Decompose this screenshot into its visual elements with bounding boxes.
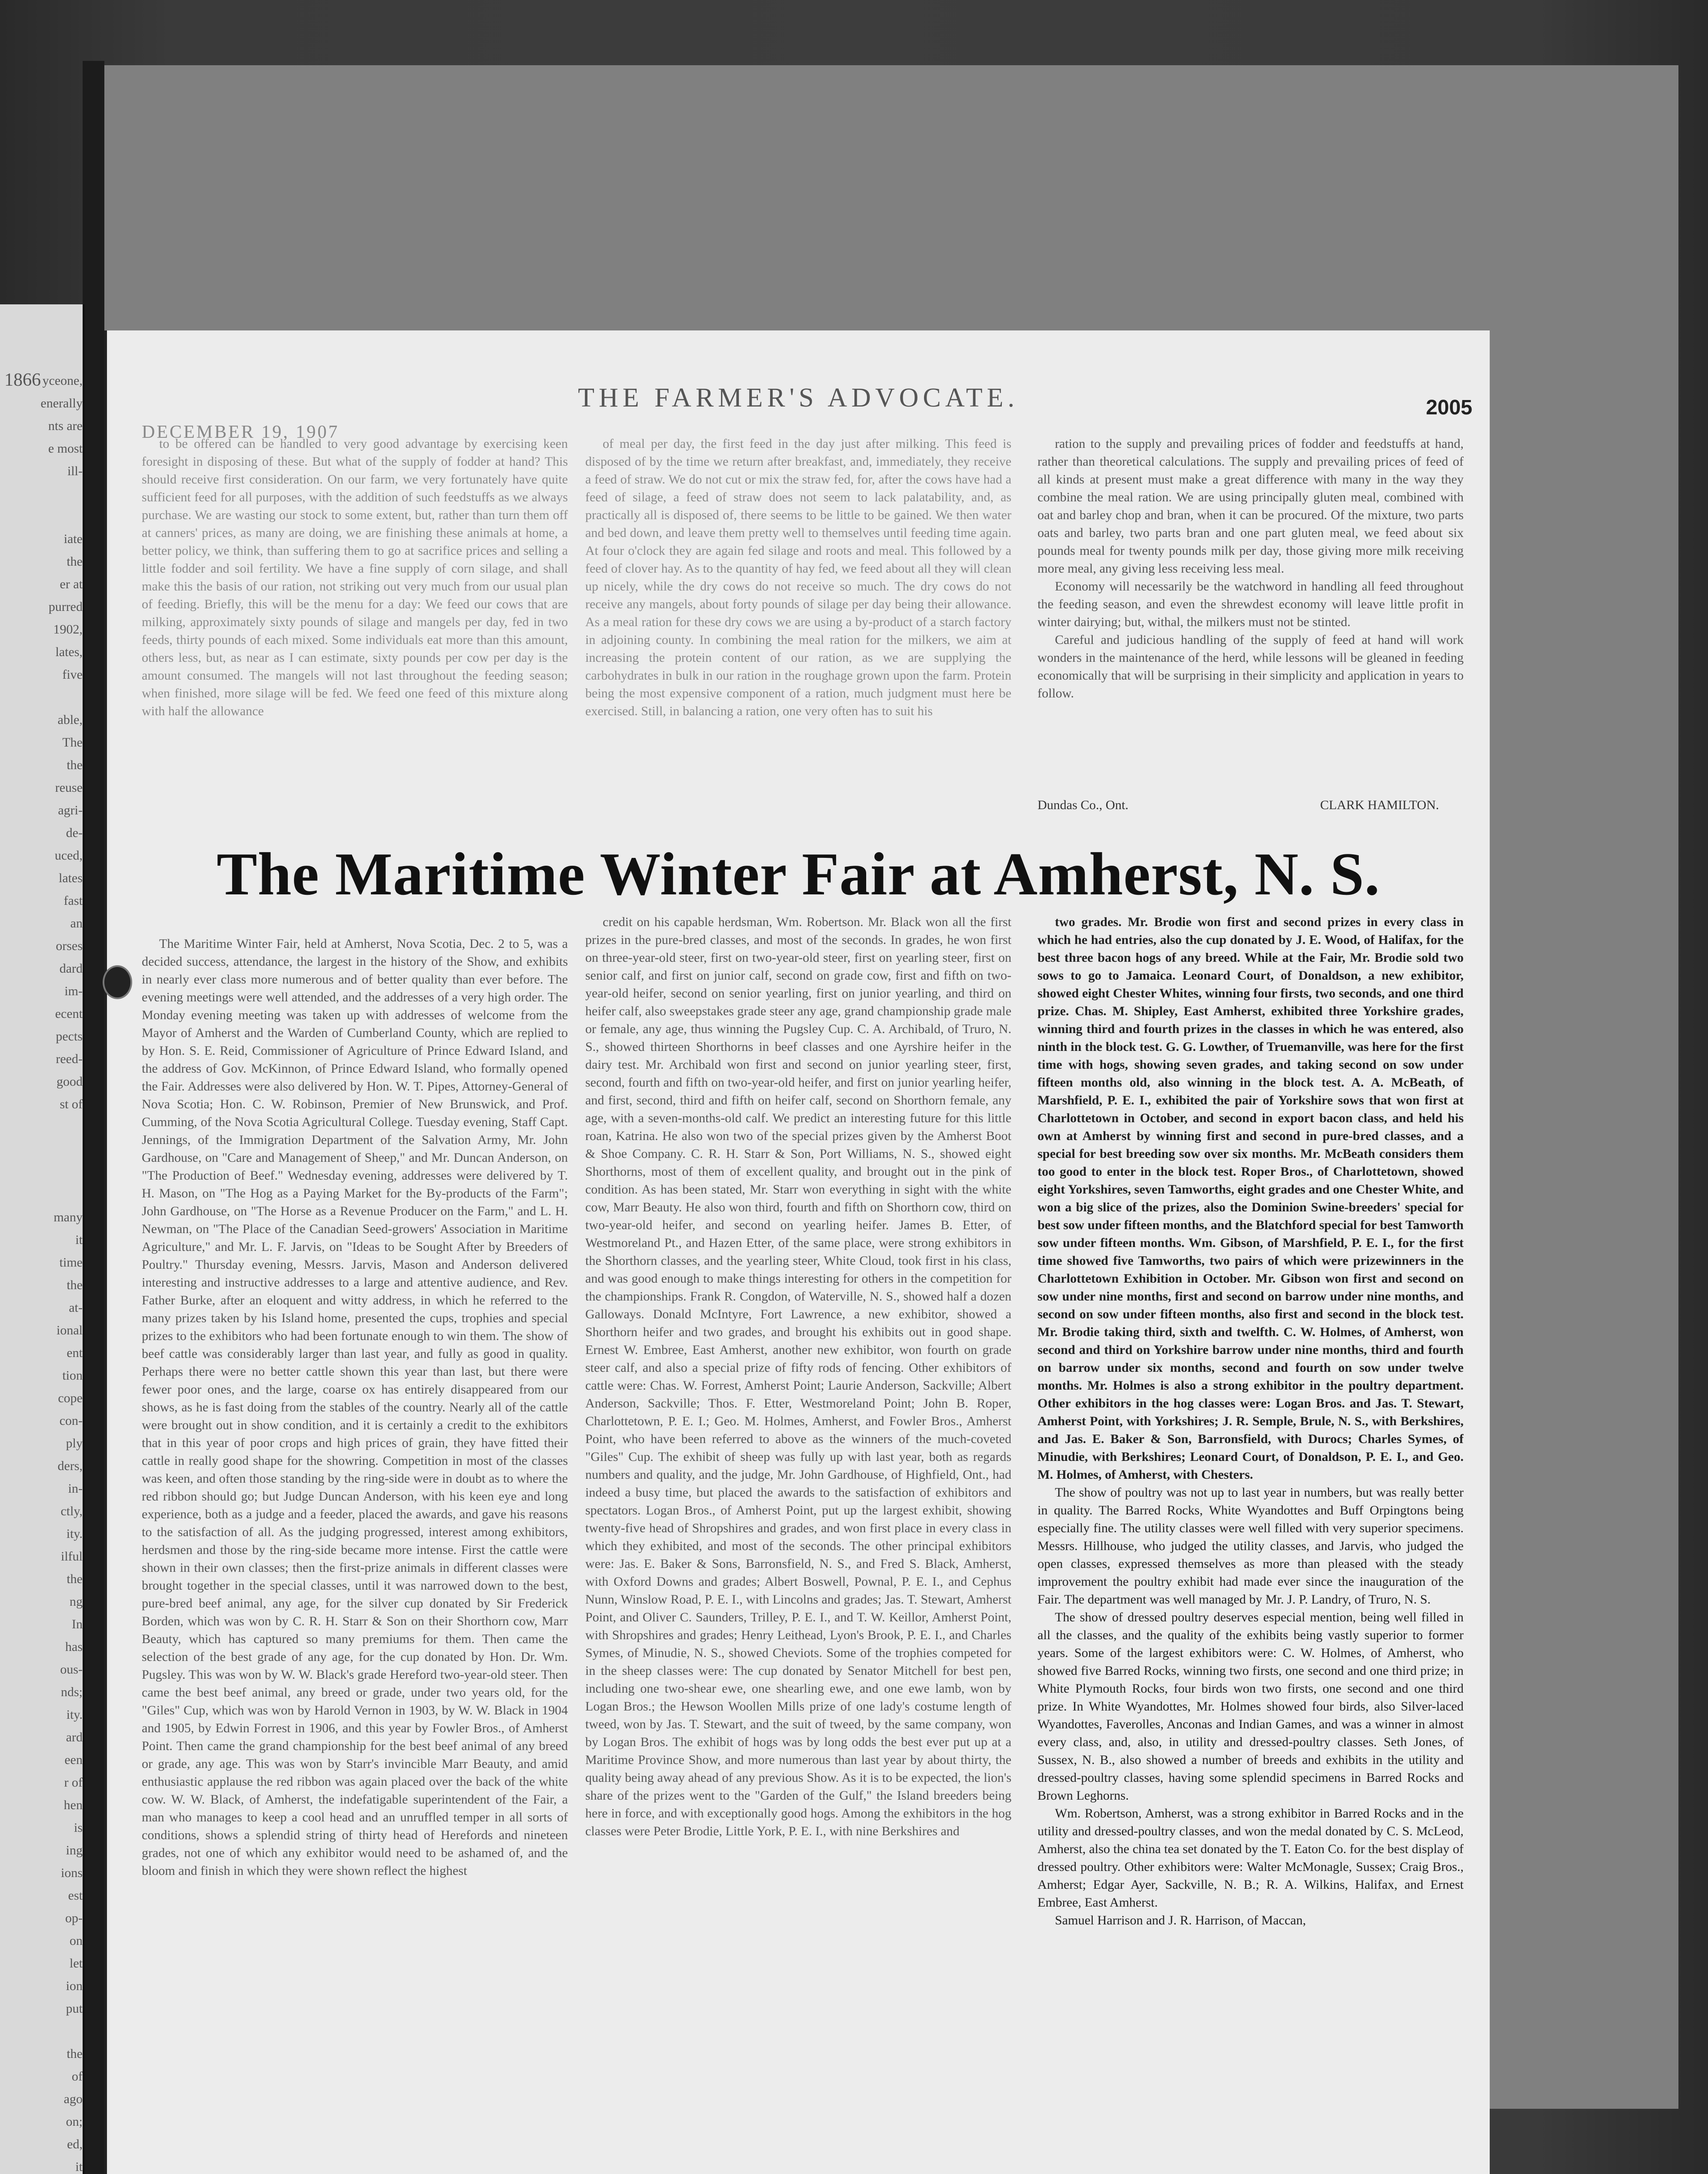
fringe-line: good xyxy=(57,1074,83,1089)
issue-date: DECEMBER 19, 1907 xyxy=(142,422,340,442)
fringe-line: uced, xyxy=(54,848,83,863)
page-number: 2005 xyxy=(1426,396,1472,419)
left-page-number: 1866 xyxy=(4,370,41,390)
fringe-line: the xyxy=(67,758,83,772)
fringe-line xyxy=(9,686,83,709)
fringe-line: let xyxy=(70,1956,83,1971)
left-page-fringe xyxy=(9,304,83,2174)
fringe-line xyxy=(9,2020,83,2043)
article-column-2 xyxy=(585,913,1011,2174)
fringe-line: ent xyxy=(67,1346,83,1360)
fringe-line: many xyxy=(53,1210,83,1224)
fringe-line: pects xyxy=(56,1029,83,1044)
fringe-line: on xyxy=(70,1934,83,1948)
fringe-line: ing xyxy=(66,1843,83,1857)
fringe-line: im- xyxy=(64,984,83,998)
fringe-line: nds; xyxy=(60,1685,83,1699)
paragraph: The Maritime Winter Fair, held at Amherst, Nova Scotia, Dec. 2 to 5, was a decided success, attendance, the largest in the history of the Show, and exhibits in nearly ever class more numerous and of better quality than ever before. The evening meetings were well attended, and the addresses of a very high order. The Monday evening meeting was taken up with addresses of welcome from the Mayor of Amherst and the Warden of Cumberland County, which are replied to by Hon. S. E. Reid, Commissioner of Agriculture of Prince Edward Island, and the address of Gov. McKinnon, of Prince Edward Island, who formally opened the Fair. Addresses were also delivered by Hon. W. T. Pipes, Attorney-General of Nova Scotia; Hon. C. W. Robinson, Premier of New Brunswick, and Prof. Cumming, of the Nova Scotia Agricultural College. Tuesday evening, Staff Capt. Jennings, of the Immigration Department of the Salvation Army, Mr. John Gardhouse, on "Care and Management of Sheep," and Mr. Duncan Anderson, on "The Production of Beef." Wednesday evening, addresses were delivered by T. H. Mason, on "The Hog as a Paying Market for the By-products of the Farm"; John Gardhouse, on "The Horse as a Revenue Producer on the Farm," and L. H. Newman, on "The Place of the Canadian Seed-growers' Association in Maritime Agriculture," and Mr. L. F. Jarvis, on "Ideas to be Sought After by Breeders of Poultry." Thursday evening, Messrs. Jarvis, Mason and Anderson delivered interesting and instructive addresses to a large and attentive audience, and Rev. Father Burke, after an eloquent and witty address, in which he referred to the many prizes taken by his Island home, presented the cups, trophies and special prizes to the exhibitors who had been fortunate enough to win them. The show of beef cattle was considerably larger than last year, and fully as good in quality. Perhaps there were no better cattle shown this year than last, but there were fewer poor ones, and the large, coarse ox has entirely disappeared from our shows, as he is fast doing from the stables of the country. Nearly all of the cattle were brought out in show condition, and it is certainly a credit to the exhibitors that in this year of poor crops and high prices of grain, they have fitted their cattle in really good shape for the showring. Competition in most of the classes was keen, and often those standing by the ring-side were in doubt as to where the red ribbon should go; but Judge Duncan Anderson, with his keen eye and long experience, both as a judge and a feeder, placed the awards, and gave his reasons to the satisfaction of all. As the judging progressed, interest among exhibitors, herdsmen and those by the ring-side became more intense. First the cattle were shown in their own classes; then the first-prize animals in different classes were brought together in the special classes, until it was narrowed down to the best, pure-bred beef animal, any age, for the silver cup donated by Sir Frederick Borden, which was won by C. R. H. Starr & Son on their Shorthorn cow, Marr Beauty, which has captured so many premiums for them. Then came the selection of the best grade of any age, for the cup donated by Hon. Dr. Wm. Pugsley. This was won by W. W. Black's grade Hereford two-year-old steer. Then came the best beef animal, any breed or grade, under two years old, for the "Giles" Cup, which was won by Harold Vernon in 1903, by W. W. Black in 1904 and 1905, by Edwin Forrest in 1906, and this year by Fowler Bros., of Amherst Point. Then came the grand championship for the best beef animal of any breed or grade, any age. This was won by Starr's invincible Marr Beauty, and amid enthusiastic applause the red ribbon was again placed over the back of the white cow. W. W. Black, of Amherst, the indefatigable superintendent of the Fair, a man who manages to keep a cool head and an unruffled temper in all sorts of conditions, shows a splendid string of thirty head of Herefords and nineteen grades, not one of which any exhibitor would need to be ashamed of, and the bloom and finish in which they were shown reflect the highest xyxy=(142,937,568,1878)
paragraph: ration to the supply and prevailing prices of fodder and feedstuffs at hand, rather than theoretical calculations. The supply and prevailing prices of feed of all kinds at present must make a great difference with many in the way they combine the meal ration. We are using principally gluten meal, combined with oat and barley chop and bran, when it can be procured. Of the mixture, two parts oats and barley, two parts bran and one part gluten meal, we feed about six pounds meal for twenty pounds milk per day, those giving more milk receiving more meal, any giving less receiving less meal. xyxy=(1037,437,1464,576)
paragraph: to be offered can be handled to very good advantage by exercising keen foresight in disposing of these. But what of the supply of fodder at hand? This should receive first consideration. On our farm, we very fortunately have quite sufficient feed for all purposes, with the addition of such feedstuffs as we always purchase. We are wasting our stock to some extent, but, rather than turn them off at canners' prices, as many are doing, we are finishing these animals at home, a better policy, we think, than suffering them to go at sacrifice prices and selling a little fodder and soil fertility. We have a fine supply of corn silage, and shall make this the basis of our ration, not striking out very much from our usual plan of feeding. Briefly, this will be the menu for a day: We feed our cows that are milking, approximately sixty pounds of silage and mangels per day, fed in two feeds, thirty pounds of each mixed. Some individuals eat more than this amount, others less, but, as near as I can estimate, sixty pounds per cow per day is the amount consumed. The mangels will not last throughout the feeding season; when finished, more silage will be fed. We feed one feed of this mixture along with half the allowance xyxy=(142,437,568,718)
fringe-line: The xyxy=(62,735,83,750)
fringe-line: hen xyxy=(63,1798,83,1812)
fringe-line xyxy=(9,1116,83,1138)
fringe-line: an xyxy=(70,916,83,930)
fringe-line: ions xyxy=(60,1866,83,1880)
fringe-line: is xyxy=(73,1821,83,1835)
fringe-line: it xyxy=(75,1233,83,1247)
fringe-line: op- xyxy=(65,1911,83,1925)
paragraph: credit on his capable herdsman, Wm. Robertson. Mr. Black won all the first prizes in the pure-bred classes, and most of the seconds. In grades, he won first on three-year-old steer, first on two-year-old steer, first on yearling steer, first on senior calf, and first on junior calf, second on grade cow, first and fifth on two-year-old heifer, second on senior yearling, first on junior yearling, and third on heifer calf, also sweepstakes grade steer any age, grand championship grade male or female, any age, thus winning the Pugsley Cup. C. A. Archibald, of Truro, N. S., showed thirteen Shorthorns in beef classes and one Ayrshire heifer in the dairy test. Mr. Archibald won first and second on junior yearling steer, first, second, fourth and fifth on two-year-old heifer, and first on junior yearling heifer, and first, second, third and fifth on heifer calf, second on Shorthorn female, any age, with a seven-months-old calf. We predict an interesting future for this little roan, Katrina. He also won two of the special prizes given by the Amherst Boot & Shoe Company. C. R. H. Starr & Son, Port Williams, N. S., showed eight Shorthorns, most of them of excellent quality, and brought out in the pink of condition. As has been stated, Mr. Starr won everything in sight with the white cow, Marr Beauty. He also won third, fourth and fifth on Shorthorn cow, third on two-year-old heifer, and second on yearling heifer. James B. Etter, of Westmoreland Pt., and Hazen Etter, of the same place, were strong exhibitors in the Shorthorn classes, and the yearling steer, White Cloud, took first in his class, and was good enough to make things interesting for others in the competition for the championships. Frank R. Congdon, of Waterville, N. S., showed half a dozen Galloways. Donald McIntyre, Fort Lawrence, a new exhibitor, showed a Shorthorn heifer and two grades, and brought his exhibits out in good shape. Ernest W. Embree, East Amherst, another new exhibitor, won fourth on grade steer calf, and also a special prize of fifty rods of fencing. Other exhibitors of cattle were: Chas. W. Forrest, Amherst Point; Laurie Anderson, Sackville; Albert Anderson, Sackville; Thos. F. Etter, Westmoreland Point; John B. Roper, Charlottetown, P. E. I.; Geo. M. Holmes, Amherst, and Fowler Bros., Amherst Point, who have been referred to above as the winners of the much-coveted "Giles" Cup. The exhibit of sheep was fully up with last year, both as regards numbers and quality, and the judge, Mr. John Gardhouse, of Highfield, Ont., had indeed a busy time, but placed the awards to the satisfaction of exhibitors and spectators. Logan Bros., of Amherst Point, put up the largest exhibit, showing twenty-five head of Shropshires and grades, and won first place in every class in which they exhibited, and most of the seconds. The other principal exhibitors were: Jas. E. Baker & Sons, Barronsfield, N. S., and Fred S. Black, Amherst, with Oxford Downs and grades; Albert Boswell, Pownal, P. E. I., and Cephus Nunn, Winslow Road, P. E. I., with Lincolns and grades; Jas. T. Stewart, Amherst Point, and Oliver C. Saunders, Trilley, P. E. I., and T. W. Keillor, Amherst Point, with Shropshires and grades; Henry Leithead, Lyon's Brook, P. E. I., and Charles Symes, of Minudie, N. S., showed Cheviots. Some of the trophies competed for in the sheep classes were: The cup donated by Senator Mitchell for best pen, including one two-shear ewe, one shearling ewe, and one ewe lamb, won by Logan Bros.; the Hewson Woollen Mills prize of one lady's costume length of tweed, won by Jas. T. Stewart, and the suit of tweed, by the same company, won by Logan Bros. The exhibit of hogs was by long odds the best ever put up at a Maritime Province Show, and more numerous than last year by about thirty, the quality being away ahead of any previous Show. As it is to be expected, the lion's share of the prizes went to the "Garden of the Gulf," the Island breeders being here in force, and with exceptionally good hogs. Among the exhibitors in the hog classes were Peter Brodie, Little York, P. E. I., with nine Berkshires and xyxy=(585,915,1011,1838)
masthead-title: THE FARMER'S ADVOCATE. xyxy=(578,383,1019,413)
fringe-line: ard xyxy=(66,1730,83,1744)
fringe-line: ity. xyxy=(66,1527,83,1541)
fringe-line: een xyxy=(64,1753,83,1767)
fringe-line: st of xyxy=(60,1097,83,1111)
paragraph: Samuel Harrison and J. R. Harrison, of Maccan, xyxy=(1055,1913,1306,1927)
fringe-line: reuse xyxy=(55,780,83,795)
fringe-line: able, xyxy=(57,713,83,727)
fringe-line xyxy=(9,483,83,505)
article-column-1 xyxy=(142,935,568,2174)
fringe-line: ng xyxy=(70,1594,83,1609)
fringe-line: ed, xyxy=(67,2137,83,2151)
fringe-line: ders, xyxy=(57,1459,83,1473)
fringe-line: lates xyxy=(59,871,83,885)
article-headline: The Maritime Winter Fair at Amherst, N. S. xyxy=(217,840,1380,908)
fringe-line: reed- xyxy=(56,1052,83,1066)
fringe-line: put xyxy=(66,2001,83,2016)
fringe-line: the xyxy=(67,554,83,569)
fringe-line: purred xyxy=(48,600,83,614)
paragraph: Wm. Robertson, Amherst, was a strong exhibitor in Barred Rocks and in the utility and dressed-poultry classes, and won the medal donated by C. S. McLeod, Amherst, also the china tea set donated by the T. Eaton Co. for the best display of dressed poultry. Other exhibitors were: Walter McMonagle, Sussex; Craig Bros., Amherst; Edgar Ayer, Sackville, N. B.; R. A. Wilkins, Halifax, and Ernest Embree, East Amherst. xyxy=(1037,1806,1464,1910)
fringe-line: nts are xyxy=(48,419,83,433)
binding-hole xyxy=(103,965,132,999)
fringe-line: of xyxy=(72,2069,83,2084)
signoff-place: Dundas Co., Ont. xyxy=(1037,798,1129,812)
top-column-2 xyxy=(585,435,1011,826)
fringe-line: orses xyxy=(56,939,83,953)
fringe-line: ctly, xyxy=(60,1504,83,1518)
fringe-line: e most xyxy=(48,441,83,456)
fringe-line xyxy=(9,505,83,528)
article-column-3 xyxy=(1037,913,1464,2174)
fringe-line: r of xyxy=(64,1775,83,1790)
fringe-line: ion xyxy=(66,1979,83,1993)
fringe-line: ply xyxy=(66,1436,83,1450)
page-gutter xyxy=(83,61,104,2174)
top-column-1 xyxy=(142,435,568,826)
fringe-line: ous- xyxy=(60,1662,83,1677)
fringe-line: dard xyxy=(59,961,83,976)
fringe-line: ecent xyxy=(55,1007,83,1021)
fringe-line: agri- xyxy=(58,803,83,817)
fringe-line: fast xyxy=(63,894,83,908)
fringe-line: the xyxy=(67,2047,83,2061)
fringe-line: ity. xyxy=(66,1707,83,1722)
fringe-line: the xyxy=(67,1572,83,1586)
fringe-line: 1902, xyxy=(53,622,83,637)
paragraph: The show of poultry was not up to last year in numbers, but was really better in quality. The Barred Rocks, White Wyandottes and Buff Orpingtons being especially fine. The utility classes were well filled with very superior specimens. Messrs. Hillhouse, who judged the utility classes, and Jarvis, who judged the open classes, expressed themselves as more than pleased with the steady improvement the poultry exhibit had made ever since the inauguration of the Fair. The department was well managed by Mr. J. P. Landry, of Truro, N. S. xyxy=(1037,1485,1464,1607)
fringe-line: on; xyxy=(66,2114,83,2129)
paragraph: of meal per day, the first feed in the day just after milking. This feed is disposed of by the time we return after breakfast, and, immediately, they receive a feed of straw. We do not cut or mix the straw fed, for, after the cows have had a feed of silage, a feed of straw does not seem to lack palatability, and, as practically all is disposed of, there seems to be little to be gained. We then water and bed down, and leave them pretty well to themselves until feeding time again. At four o'clock they are again fed silage and roots and meal. This followed by a feed of clover hay. As to the quantity of hay fed, we feed about all they will clean up nicely, while the dry cows do not receive so much. The dry cows do not receive any mangels, about forty pounds of silage per day being their allowance. As a meal ration for these dry cows we are using a by-product of a starch factory in adjoining county. In combining the meal ration for the milkers, we aim at increasing the protein content of our ration, as we are supplying the carbohydrates in bulk in our ration in the roughage grown upon the farm. Protein being the most expensive component of a ration, much judgment must here be exercised. Still, in balancing a ration, one very often has to suit his xyxy=(585,437,1011,718)
fringe-line: the xyxy=(67,1278,83,1292)
fringe-line: con- xyxy=(59,1414,83,1428)
fringe-line: lates, xyxy=(55,645,83,659)
paragraph: The show of dressed poultry deserves especial mention, being well filled in all the classes, and the quality of the exhibits being vastly superior to former years. Some of the largest exhibitors were: C. W. Holmes, of Amherst, who showed five Barred Rocks, winning two firsts, one second and one third prize; in White Plymouth Rocks, four birds won two firsts, one second and one third prize. In White Wyandottes, Mr. Holmes showed four birds, also Silver-laced Wyandottes, Faverolles, Anconas and Indian Games, and was a winner in almost every class, and, also, in utility and dressed-poultry classes. Seth Jones, of Sussex, N. B., also showed a number of breeds and exhibits in the utility and dressed-poultry classes, having some splendid specimens in Barred Rocks and Brown Leghorns. xyxy=(1037,1610,1464,1803)
fringe-line: ill- xyxy=(67,464,83,478)
fringe-line xyxy=(9,1184,83,1206)
left-page-edge xyxy=(0,304,85,2174)
fringe-line: ional xyxy=(57,1323,83,1337)
paragraph: Economy will necessarily be the watchword in handling all feed throughout the feeding season, and even the shrewdest economy will leave little profit in winter dairying; but, withal, the milkers must not be stinted. xyxy=(1037,579,1464,629)
fringe-line xyxy=(9,1138,83,1161)
top-column-3 xyxy=(1037,435,1464,791)
fringe-line: time xyxy=(59,1255,83,1270)
fringe-line: yceone, xyxy=(42,373,83,388)
fringe-line: er at xyxy=(60,577,83,591)
fringe-line: has xyxy=(65,1640,83,1654)
fringe-line: de- xyxy=(66,826,83,840)
fringe-line: five xyxy=(62,667,83,682)
fringe-line: iate xyxy=(63,532,83,546)
fringe-line: cope xyxy=(58,1391,83,1405)
paragraph: two grades. Mr. Brodie won first and second prizes in every class in which he had entries, also the cup donated by J. E. Wood, of Halifax, for the best three bacon hogs of any breed. While at the Fair, Mr. Brodie sold two sows to go to Jamaica. Leonard Court, of Donaldson, a new exhibitor, showed eight Chester Whites, winning four firsts, two seconds, and one third prize. Chas. M. Shipley, East Amherst, exhibited three Yorkshire grades, winning third and fourth prizes in the classes in which he was entered, also ninth in the block test. G. G. Lowther, of Truemanville, was here for the first time with hogs, showing seven grades, and taking second on sow under fifteen months old, also winning in the block test. A. A. McBeath, of Marshfield, P. E. I., exhibited the pair of Yorkshire sows that won first at Charlottetown in October, and second in export bacon class, and held his own at Amherst by winning first and second in pure-bred classes, and a special for best breeding sow over six months. Mr. McBeath considers them too good to enter in the block test. Roper Bros., of Charlottetown, showed eight Yorkshires, seven Tamworths, eight grades and one Chester White, and won a big slice of the prizes, also the Dominion Swine-breeders' special for best sow under fifteen months, and the Blatchford special for best Tamworth sow under fifteen months. Wm. Gibson, of Marshfield, P. E. I., for the first time showed five Tamworths, two pairs of which were prizewinners in the Charlottetown Exhibition in October. Mr. Gibson won first and second on sow under nine months, first and second on barrow under nine months, and second on sow under fifteen months, also first and second in the block test. Mr. Brodie taking third, sixth and twelfth. C. W. Holmes, of Amherst, won second and third on Yorkshire barrow under nine months, third and fourth on barrow under six months, second and fourth on sow under twelve months. Mr. Holmes is also a strong exhibitor in the poultry department. Other exhibitors in the hog classes were: Logan Bros. and Jas. T. Stewart, Amherst Point, with Yorkshires; J. R. Semple, Brule, N. S., with Berkshires, and Jas. E. Baker & Son, Barronsfield, with Durocs; Charles Symes, of Minudie, with Berkshires; Leonard Court, of Donaldson, P. E. I., and Geo. M. Holmes, of Amherst, with Chesters. xyxy=(1037,915,1464,1482)
fringe-line: In xyxy=(72,1617,83,1631)
fringe-line: in- xyxy=(68,1481,83,1496)
fringe-line: ago xyxy=(63,2092,83,2106)
fringe-line: enerally xyxy=(40,396,83,410)
fringe-line: at- xyxy=(69,1300,83,1315)
signoff-name: CLARK HAMILTON. xyxy=(1320,798,1439,812)
fringe-line: ilful xyxy=(61,1549,83,1564)
fringe-line: it xyxy=(75,2160,83,2174)
newspaper-page xyxy=(104,330,1490,2174)
fringe-line: tion xyxy=(62,1368,83,1383)
paragraph: Careful and judicious handling of the supply of feed at hand will work wonders in the maintenance of the herd, while lessons will be gleaned in feeding economically that will be surprising in their simplicity and application in years to follow. xyxy=(1037,633,1464,700)
fringe-line xyxy=(9,1161,83,1184)
fringe-line: est xyxy=(68,1888,83,1903)
